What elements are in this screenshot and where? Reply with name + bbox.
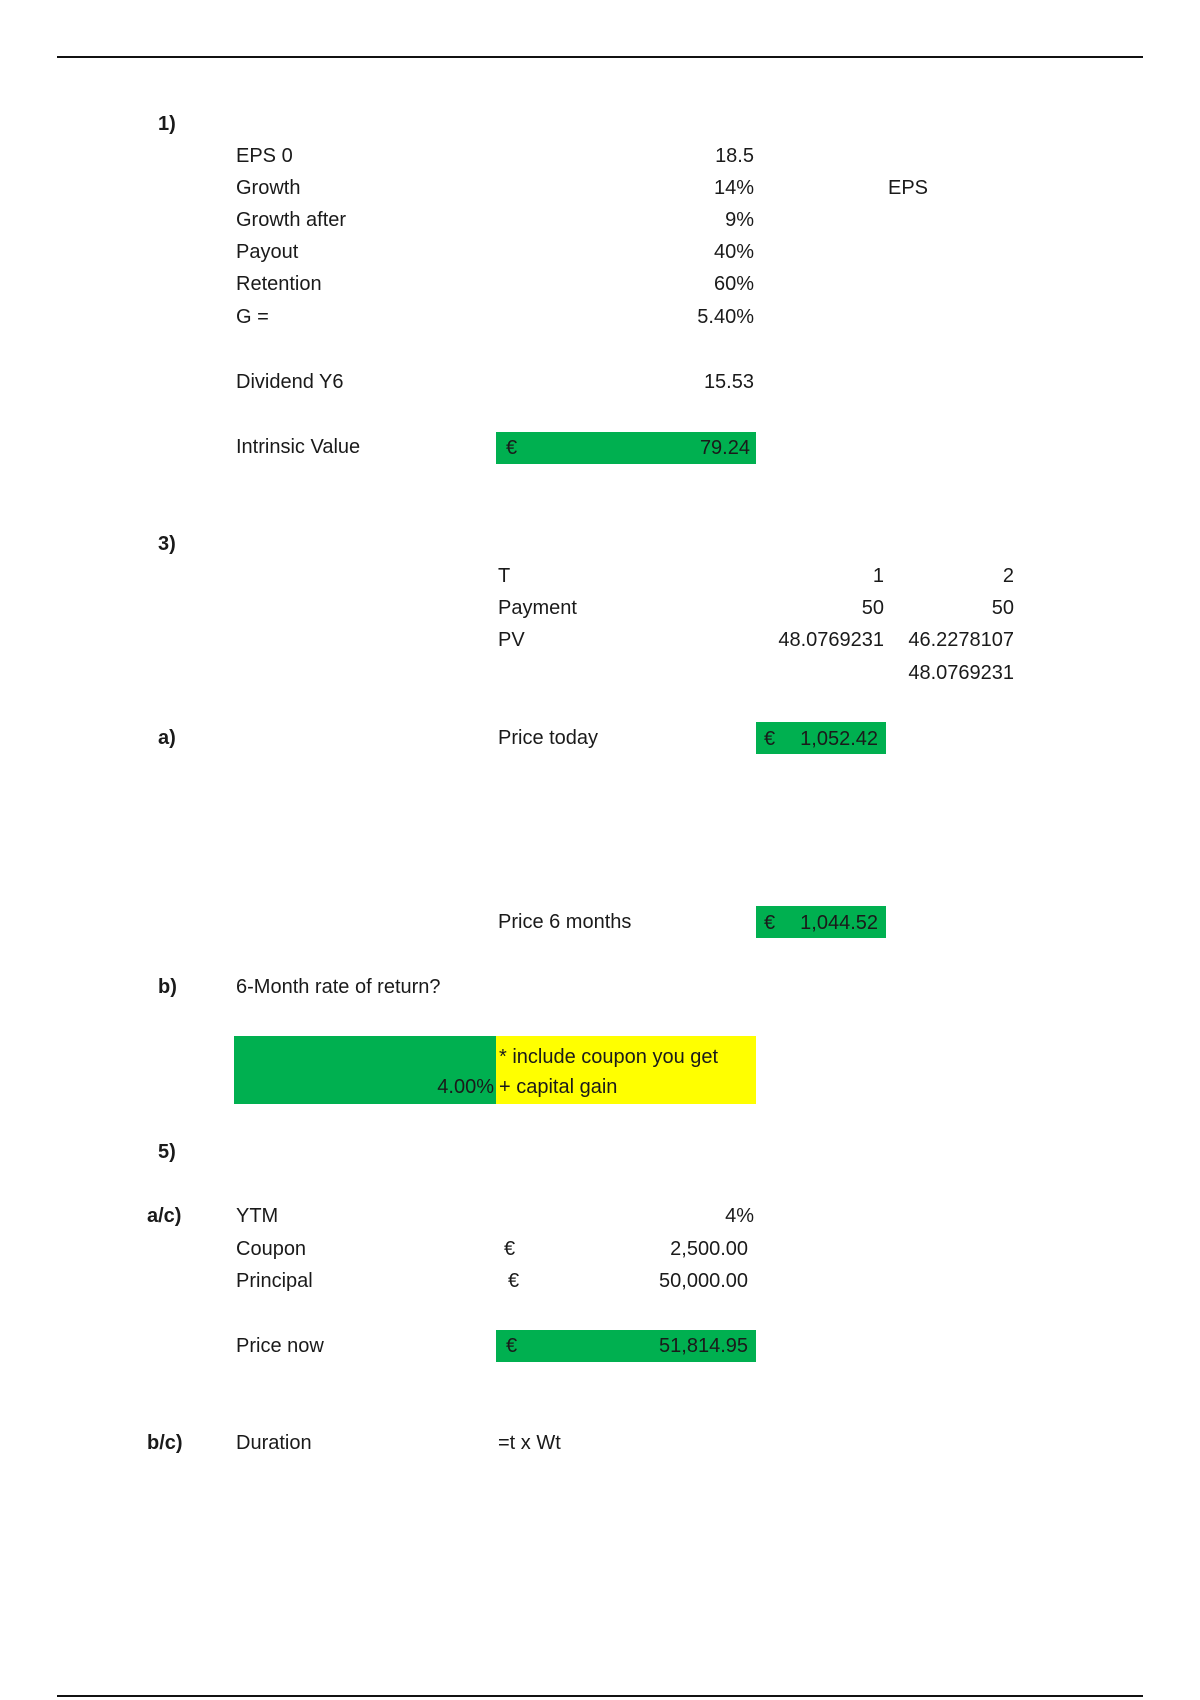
ytm-value: 4% bbox=[725, 1205, 754, 1227]
price-6-months-label: Price 6 months bbox=[498, 911, 632, 933]
payment-label: Payment bbox=[498, 597, 577, 619]
growth-after-value: 9% bbox=[725, 209, 754, 231]
retention-value: 60% bbox=[713, 273, 754, 295]
pv-2: 46.2278107 bbox=[908, 629, 1014, 651]
rate-of-return-question: 6-Month rate of return? bbox=[236, 976, 441, 998]
principal-value: 50,000.00 bbox=[659, 1270, 748, 1292]
t-2: 2 bbox=[1002, 565, 1014, 587]
dividend-y6-value: 15.53 bbox=[703, 371, 754, 393]
t-label: T bbox=[498, 565, 511, 587]
coupon-label: Coupon bbox=[236, 1238, 307, 1260]
price-6-months-currency: € bbox=[764, 912, 776, 934]
price-now-value: 51,814.95 bbox=[659, 1335, 748, 1357]
price-today-value: 1,052.42 bbox=[800, 728, 878, 750]
price-6-months-value: 1,044.52 bbox=[800, 912, 878, 934]
price-today-currency: € bbox=[764, 728, 776, 750]
price-now-currency: € bbox=[506, 1335, 518, 1357]
note-line-2: + capital gain bbox=[499, 1076, 618, 1098]
bottom-rule bbox=[57, 1695, 1143, 1697]
part-ac-label: a/c) bbox=[147, 1205, 182, 1227]
coupon-currency: € bbox=[504, 1238, 516, 1260]
duration-label: Duration bbox=[236, 1432, 312, 1454]
duration-formula: =t x Wt bbox=[498, 1432, 561, 1454]
coupon-value: 2,500.00 bbox=[670, 1238, 748, 1260]
eps0-label: EPS 0 bbox=[236, 145, 293, 167]
part-a-label: a) bbox=[158, 727, 176, 749]
ytm-label: YTM bbox=[236, 1205, 279, 1227]
price-now-label: Price now bbox=[236, 1335, 324, 1357]
section-1-label: 1) bbox=[158, 113, 176, 135]
payment-1: 50 bbox=[861, 597, 884, 619]
g-value: 5.40% bbox=[697, 306, 754, 328]
g-label: G = bbox=[236, 306, 269, 328]
growth-label: Growth bbox=[236, 177, 301, 199]
payout-value: 40% bbox=[713, 241, 754, 263]
section-3-label: 3) bbox=[158, 533, 176, 555]
principal-label: Principal bbox=[236, 1270, 313, 1292]
t-1: 1 bbox=[872, 565, 884, 587]
intrinsic-value-amount: 79.24 bbox=[699, 437, 750, 459]
eps0-value: 18.5 bbox=[715, 145, 754, 167]
pv-2-extra: 48.0769231 bbox=[908, 662, 1014, 684]
dividend-y6-label: Dividend Y6 bbox=[236, 371, 344, 393]
eps-column-label: EPS bbox=[888, 177, 929, 199]
intrinsic-value-label: Intrinsic Value bbox=[236, 436, 361, 458]
section-5-label: 5) bbox=[158, 1141, 176, 1163]
growth-after-label: Growth after bbox=[236, 209, 347, 231]
pv-1: 48.0769231 bbox=[778, 629, 884, 651]
part-b-label: b) bbox=[158, 976, 177, 998]
top-rule bbox=[57, 56, 1143, 58]
growth-value: 14% bbox=[713, 177, 754, 199]
pv-label: PV bbox=[498, 629, 525, 651]
part-bc-label: b/c) bbox=[147, 1432, 183, 1454]
principal-currency: € bbox=[508, 1270, 520, 1292]
payment-2: 50 bbox=[991, 597, 1014, 619]
retention-label: Retention bbox=[236, 273, 322, 295]
payout-label: Payout bbox=[236, 241, 299, 263]
rate-of-return-value: 4.00% bbox=[437, 1076, 494, 1098]
note-line-1: * include coupon you get bbox=[499, 1046, 719, 1068]
intrinsic-value-currency: € bbox=[506, 437, 518, 459]
price-today-label: Price today bbox=[498, 727, 599, 749]
